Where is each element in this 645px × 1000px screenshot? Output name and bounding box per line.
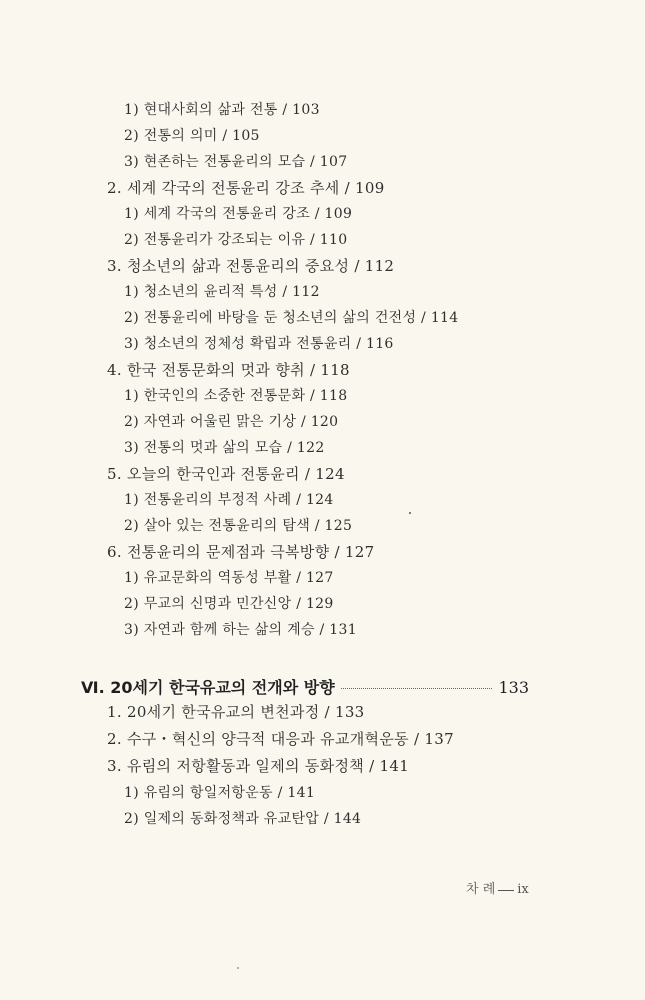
toc-entry: 2) 자연과 어울린 맑은 기상 / 120 [124,414,339,430]
chapter-title: Ⅵ. 20세기 한국유교의 전개와 방향 [81,678,335,697]
toc-section: 1. 20세기 한국유교의 변천과정 / 133 [107,703,365,721]
footer-page-number: ix [517,882,529,897]
leader-dots [341,688,493,689]
toc-entry: 2) 전통윤리가 강조되는 이유 / 110 [124,232,348,248]
page-footer [466,878,529,897]
toc-entry: 2) 무교의 신명과 민간신앙 / 129 [124,596,334,612]
toc-section: 2. 세계 각국의 전통윤리 강조 추세 / 109 [107,179,385,197]
toc-entry: 2) 살아 있는 전통윤리의 탐색 / 125 [124,518,353,534]
toc-entry: 2) 전통의 의미 / 105 [124,128,260,144]
footer-section-label: 차 례 [466,882,496,897]
toc-entry: 2) 전통윤리에 바탕을 둔 청소년의 삶의 건전성 / 114 [124,310,459,326]
toc-entry: 3) 자연과 함께 하는 삶의 계승 / 131 [124,622,357,638]
toc-section: 6. 전통윤리의 문제점과 극복방향 / 127 [107,543,375,561]
footer-rule [498,890,514,891]
chapter-heading [81,675,529,698]
toc-entry: 3) 현존하는 전통윤리의 모습 / 107 [124,154,348,170]
toc-entry: 3) 전통의 멋과 삶의 모습 / 122 [124,440,325,456]
toc-section: 5. 오늘의 한국인과 전통윤리 / 124 [107,465,345,483]
toc-entry: 1) 청소년의 윤리적 특성 / 112 [124,284,320,300]
speck-mark [237,967,239,969]
toc-entry: 2) 일제의 동화정책과 유교탄압 / 144 [124,811,362,827]
toc-entry: 1) 한국인의 소중한 전통문화 / 118 [124,388,348,404]
toc-section: 2. 수구・혁신의 양극적 대응과 유교개혁운동 / 137 [107,730,454,748]
toc-section: 3. 유림의 저항활동과 일제의 동화정책 / 141 [107,757,410,775]
toc-section: 3. 청소년의 삶과 전통윤리의 중요성 / 112 [107,257,395,275]
toc-entry: 1) 유교문화의 역동성 부활 / 127 [124,570,334,586]
toc-section: 4. 한국 전통문화의 멋과 향취 / 118 [107,361,350,379]
toc-entry: 3) 청소년의 정체성 확립과 전통윤리 / 116 [124,336,394,352]
toc-entry: 1) 세계 각국의 전통윤리 강조 / 109 [124,206,353,222]
toc-entry: 1) 유림의 항일저항운동 / 141 [124,785,316,801]
toc-entry: 1) 전통윤리의 부정적 사례 / 124 [124,492,334,508]
speck-mark [409,512,411,514]
chapter-page-number: 133 [498,678,529,697]
toc-entry: 1) 현대사회의 삶과 전통 / 103 [124,102,320,118]
